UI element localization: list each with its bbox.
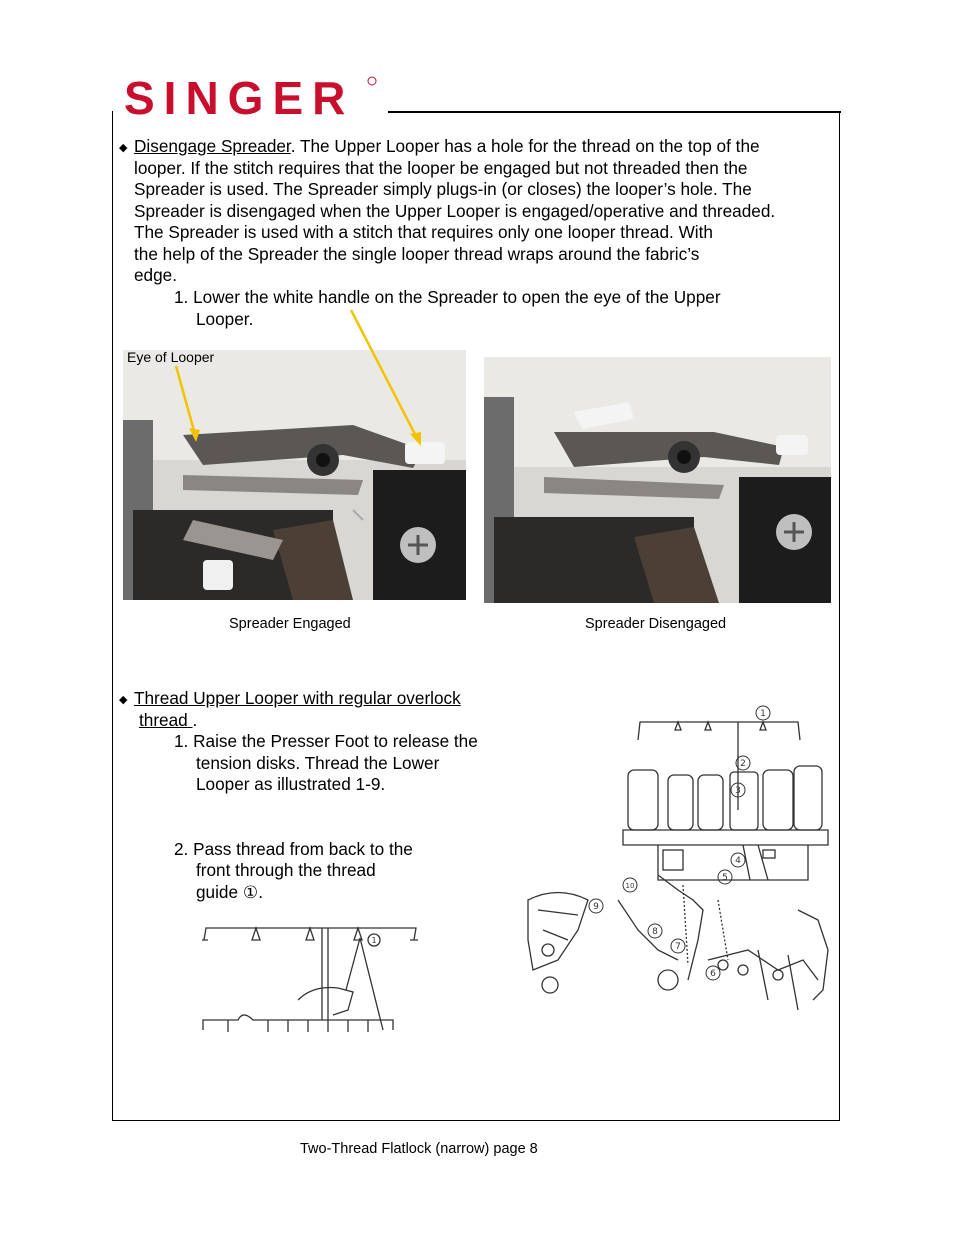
diagram-label-8: 8 bbox=[652, 927, 658, 937]
section1-line-0: Disengage Spreader. The Upper Looper has a hole for the thread on the top of the bbox=[134, 136, 760, 156]
section2-step1-line-2: Looper as illustrated 1-9. bbox=[196, 774, 386, 794]
section1-line-2: Spreader is used. The Spreader simply plugs-in (or closes) the looper’s hole. The bbox=[134, 179, 752, 199]
bullet-icon: ◆ bbox=[119, 694, 128, 706]
section2-step2-line-0: 2. Pass thread from back to the bbox=[174, 839, 413, 859]
section2-step1-line-0: 1. Raise the Presser Foot to release the bbox=[174, 731, 478, 751]
diagram-label-2: 2 bbox=[740, 759, 746, 769]
threading-diagram bbox=[518, 700, 833, 1020]
section1-line-4: The Spreader is used with a stitch that requires only one looper thread. With bbox=[134, 222, 713, 242]
guide-label-1: 1 bbox=[371, 936, 377, 945]
diagram-label-7: 7 bbox=[675, 942, 681, 952]
section1-line-1: looper. If the stitch requires that the looper be engaged but not threaded then the bbox=[134, 158, 748, 178]
section1-line-3: Spreader is disengaged when the Upper Looper is engaged/operative and threaded. bbox=[134, 201, 776, 221]
caption-spreader-engaged: Spreader Engaged bbox=[229, 616, 351, 632]
page-footer: Two-Thread Flatlock (narrow) page 8 bbox=[300, 1141, 538, 1157]
section1-title: Disengage Spreader bbox=[134, 136, 291, 156]
diagram-label-9: 9 bbox=[593, 902, 599, 912]
bullet-icon: ◆ bbox=[119, 142, 128, 154]
diagram-label-6: 6 bbox=[710, 969, 716, 979]
section1-step1-line-1: Looper. bbox=[196, 309, 254, 329]
section1-step1-line-0: 1. Lower the white handle on the Spreader to open the eye of the Upper bbox=[174, 287, 721, 307]
diagram-label-1: 1 bbox=[760, 709, 766, 719]
thread-guide-diagram bbox=[198, 920, 422, 1040]
diagram-label-10: 10 bbox=[625, 882, 635, 890]
section2-title-line-0: Thread Upper Looper with regular overlock bbox=[134, 688, 461, 708]
caption-spreader-disengaged: Spreader Disengaged bbox=[585, 616, 727, 632]
diagram-label-3: 3 bbox=[735, 786, 741, 796]
photo-spreader-disengaged bbox=[484, 357, 831, 603]
section2-title-line-1: thread . bbox=[139, 710, 198, 730]
section1-line-6: edge. bbox=[134, 265, 178, 285]
diagram-label-4: 4 bbox=[735, 856, 741, 866]
section2-step2-line-1: front through the thread bbox=[196, 860, 376, 880]
section2-step1-line-1: tension disks. Thread the Lower bbox=[196, 753, 440, 773]
diagram-label-5: 5 bbox=[722, 873, 728, 883]
section1-line-5: the help of the Spreader the single looper thread wraps around the fabric’s bbox=[134, 244, 700, 264]
eye-of-looper-label: Eye of Looper bbox=[127, 349, 215, 365]
logo-wordmark: SINGER bbox=[124, 72, 355, 122]
section2-step2-line-2: guide ①. bbox=[196, 882, 264, 902]
photo-spreader-engaged bbox=[123, 350, 466, 600]
